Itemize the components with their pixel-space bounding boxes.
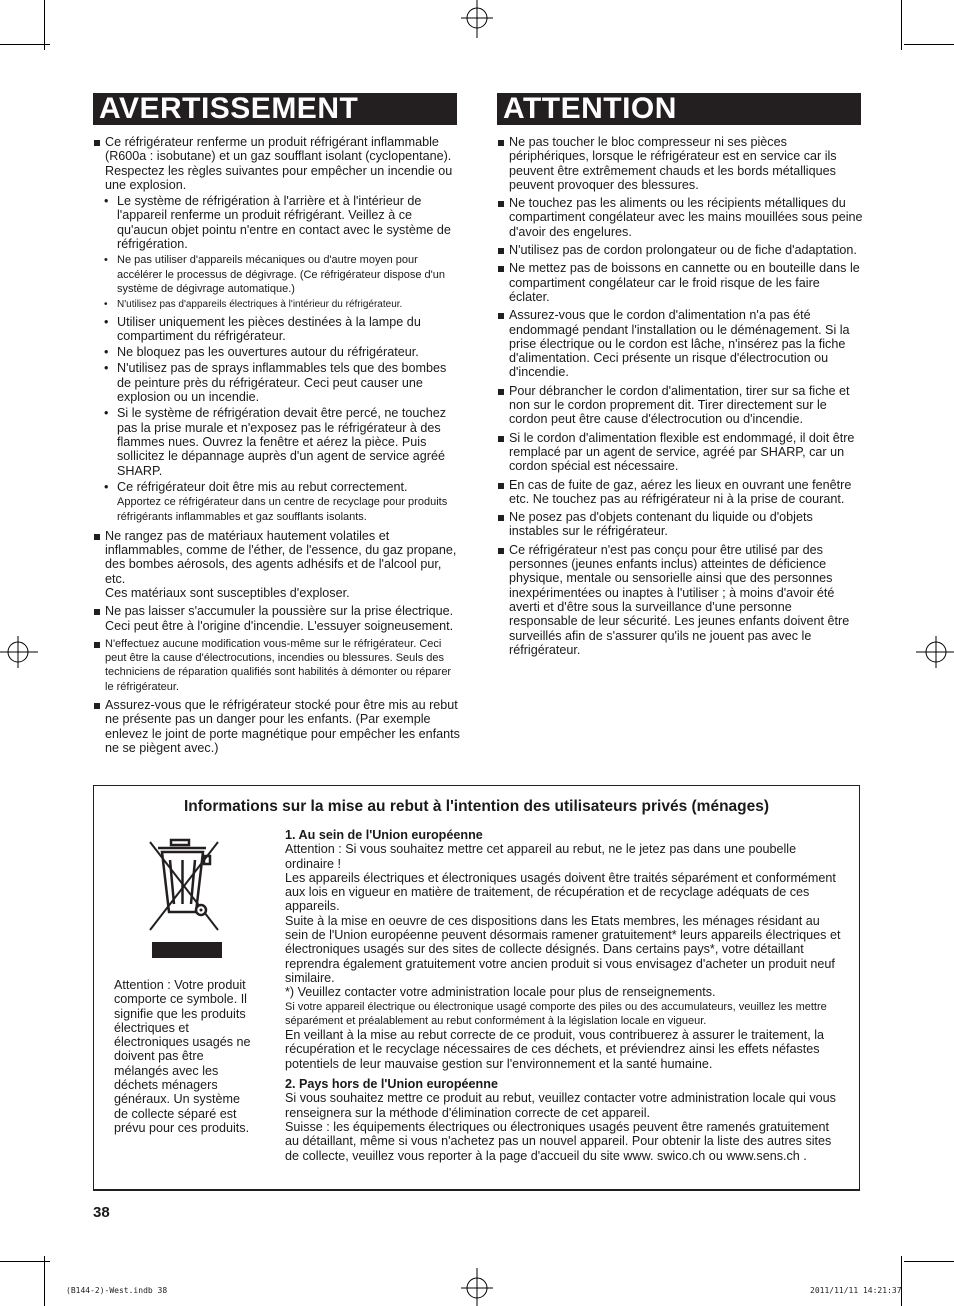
paragraph: Suisse : les équipements électriques ou électroniques usagés peuvent être ramenés gratuitement au détaillant, même si vous n'achetez pas un nouvel appareil. Pour obtenir la liste des autres sites de collecte, veuillez vous reporter à la page d'accueil du site www. swico.ch ou www.sens.ch . bbox=[285, 1119, 832, 1163]
sub-item-text: Ne pas utiliser d'appareils mécaniques ou d'autre moyen pour accélérer le processus de dégivrage. (Ce réfrigérateur dispose d'un système de dégivrage automatique.) bbox=[117, 254, 445, 295]
list-item-text: Ne rangez pas de matériaux hautement volatiles et inflammables, comme de l'éther, de l'essence, du gaz propane, des bombes aérosols, des agents adhésifs et de l'alcool pur, etc. bbox=[105, 528, 457, 586]
section-heading: 1. Au sein de l'Union européenne bbox=[285, 828, 483, 842]
list-item bbox=[93, 637, 461, 694]
sub-item-text: Ne bloquez pas les ouvertures autour du réfrigérateur. bbox=[117, 345, 419, 360]
avertissement-column bbox=[93, 135, 461, 759]
footer-timestamp: 2011/11/11 14:21:37 bbox=[810, 1286, 902, 1295]
disposal-info-box bbox=[93, 785, 860, 1191]
paragraph: En veillant à la mise au rebut correcte de ce produit, vous contribuerez à assurer le traitement, la récupération et le recyclage nécessaires de ces déchets, et préviendrez ainsi les effets néfastes potentiels de leur mauvaise gestion sur l'environnement et la santé humaine. bbox=[285, 1028, 825, 1071]
crop-mark bbox=[44, 1256, 45, 1306]
attention-column bbox=[497, 135, 863, 661]
list-item-text: En cas de fuite de gaz, aérez les lieux en ouvrant une fenêtre etc. Ne touchez pas au réfrigérateur ni à la prise de courant. bbox=[509, 477, 852, 506]
sub-item bbox=[93, 345, 461, 359]
sub-item bbox=[93, 253, 461, 296]
list-item-text: Ce réfrigérateur renferme un produit réfrigérant inflammable (R600a : isobutane) et un gaz soufflant isolant (cyclopentane). Respectez les règles suivantes pour empêcher un incendie ou une explosion. bbox=[105, 135, 453, 192]
list-item-text: Assurez-vous que le réfrigérateur stocké pour être mis au rebut ne présente pas un danger pour les enfants. (Par exemple enlevez le joint de porte magnétique pour empêcher les enfants ne se piègent avec.) bbox=[105, 697, 460, 755]
registration-mark bbox=[0, 632, 40, 672]
list-item bbox=[497, 135, 863, 192]
list-item bbox=[93, 604, 461, 633]
section-heading: 2. Pays hors de l'Union européenne bbox=[285, 1077, 498, 1092]
crossed-out-wheelie-bin-icon bbox=[138, 834, 228, 960]
sub-item bbox=[93, 315, 461, 344]
sub-item bbox=[93, 361, 461, 404]
sub-item bbox=[93, 480, 461, 525]
paragraph: Les appareils électriques et électroniques usagés doivent être traités séparément et conformément aux lois en vigueur en matière de traitement, de récupération et de recyclage adéquats de ces appareils. bbox=[285, 870, 836, 914]
registration-mark bbox=[457, 0, 497, 40]
sub-item bbox=[93, 298, 461, 312]
list-item bbox=[497, 384, 863, 427]
list-item-text: Ne pas toucher le bloc compresseur ni ses pièces périphériques, lorsque le réfrigérateur est en service car ils peuvent être extrêmement chauds et les bords métalliques peuvent provoquer des blessures. bbox=[509, 135, 837, 192]
sub-item bbox=[93, 406, 461, 477]
paragraph: Si vous souhaitez mettre ce produit au rebut, veuillez contacter votre administration locale qui vous renseignera sur la méthode d'élimination correcte de cet appareil. bbox=[285, 1091, 836, 1120]
page-number: 38 bbox=[93, 1204, 110, 1221]
sub-item-text: N'utilisez pas de sprays inflammables tels que des bombes de peinture près du réfrigérateur. Ceci peut causer une explosion ou un incendie. bbox=[117, 361, 447, 405]
list-item bbox=[93, 698, 461, 755]
paragraph: Attention : Si vous souhaitez mettre cet appareil au rebut, ne le jetez pas dans une poubelle ordinaire ! bbox=[285, 842, 797, 871]
list-item bbox=[93, 135, 461, 525]
list-item-text: Ces matériaux sont susceptibles d'exploser. bbox=[105, 585, 350, 600]
crop-mark bbox=[901, 0, 902, 50]
list-item bbox=[497, 308, 863, 379]
list-item-text: Ne pas laisser s'accumuler la poussière sur la prise électrique. Ceci peut être à l'origine d'incendie. L'essuyer soigneusement. bbox=[105, 604, 454, 633]
sub-item-text: Utiliser uniquement les pièces destinées à la lampe du compartiment du réfrigérateur. bbox=[117, 314, 421, 343]
crop-mark bbox=[44, 0, 45, 50]
sub-item-text: N'utilisez pas d'appareils électriques à l'intérieur du réfrigérateur. bbox=[117, 299, 403, 311]
paragraph: Si votre appareil électrique ou électronique usagé comporte des piles ou des accumulateurs, veuillez les mettre séparément et préalablement au rebut conformément à la législation locale en vigueur. bbox=[285, 1000, 827, 1027]
symbol-note: Attention : Votre produit comporte ce symbole. Il signifie que les produits électriques et électroniques usagés ne doivent pas être mélangés avec les déchets ménagers généraux. Un système de collecte séparé est prévu pour ces produits. bbox=[114, 978, 251, 1135]
crop-mark bbox=[0, 1261, 50, 1262]
list-item-text: Ce réfrigérateur n'est pas conçu pour être utilisé par des personnes (jeunes enfants inclus) atteintes de déficience physique, mentale ou sensorielle ainsi que des personnes inexpérimentées ou inaptes à l'utiliser ; à moins d'avoir été averti et d'être sous la surveillance d'une personne responsable de leur sécurité. Les jeunes enfants doivent être surveillés afin de s'assurer qu'ils ne jouent pas avec le réfrigérateur. bbox=[509, 542, 850, 657]
list-item-text: N'effectuez aucune modification vous-même sur le réfrigérateur. Ceci peut être la cause d'électrocutions, incendies ou blessures. Seuls des techniciens de réparation qualifiés sont habilités à démonter ou réparer le réfrigérateur. bbox=[105, 637, 452, 693]
registration-mark bbox=[457, 1266, 497, 1306]
sub-item-text: Apportez ce réfrigérateur dans un centre de recyclage pour produits réfrigérants inflammables et gaz soufflants isolants. bbox=[117, 496, 448, 524]
sub-item bbox=[93, 194, 461, 251]
list-item-text: Ne posez pas d'objets contenant du liquide ou d'objets instables sur le réfrigérateur. bbox=[509, 510, 813, 539]
list-item bbox=[497, 243, 863, 257]
sub-item-text: Si le système de réfrigération devait être percé, ne touchez pas la prise murale et n'exposez pas le réfrigérateur à des flammes nues. Ouvrez la fenêtre et aérez la pièce. Puis sollicitez le dépannage auprès d'un agent de service agréé SHARP. bbox=[117, 406, 447, 478]
avertissement-heading: AVERTISSEMENT bbox=[93, 93, 457, 125]
list-item-text: Pour débrancher le cordon d'alimentation, tirer sur sa fiche et non sur le cordon proprement dit. Tirer directement sur le cordon peut être cause d'électrocution ou d'incendie. bbox=[509, 383, 850, 427]
list-item bbox=[93, 529, 461, 600]
sub-item-text: Le système de réfrigération à l'arrière et à l'intérieur de l'appareil renferme un produit réfrigérant. Veillez à ce qu'aucun objet pointu n'entre en contact avec le système de réfrigération. bbox=[117, 194, 451, 252]
crop-mark bbox=[904, 1261, 954, 1262]
list-item-text: Ne mettez pas de boissons en cannette ou en bouteille dans le compartiment congélateur car le froid risque de les faire éclater. bbox=[509, 261, 860, 304]
registration-mark bbox=[914, 632, 954, 672]
box-bottom-rule bbox=[93, 1189, 860, 1191]
paragraph: *) Veuillez contacter votre administration locale pour plus de renseignements. bbox=[285, 985, 716, 1000]
crop-mark bbox=[0, 44, 50, 45]
list-item bbox=[497, 543, 863, 657]
attention-heading: ATTENTION bbox=[497, 93, 861, 125]
disposal-text bbox=[285, 828, 845, 1163]
list-item-text: Si le cordon d'alimentation flexible est endommagé, il doit être remplacé par un agent de service, agréé par SHARP, car un cordon spécial est nécessaire. bbox=[509, 430, 855, 474]
crop-mark bbox=[904, 44, 954, 45]
disposal-title: Informations sur la mise au rebut à l'intention des utilisateurs privés (ménages) bbox=[183, 798, 770, 815]
crop-mark bbox=[901, 1256, 902, 1306]
list-item bbox=[497, 431, 863, 474]
list-item bbox=[497, 478, 863, 507]
sub-item-text: Ce réfrigérateur doit être mis au rebut correctement. bbox=[117, 479, 408, 494]
list-item-text: Ne touchez pas les aliments ou les récipients métalliques du compartiment congélateur avec les mains mouillées sous peine d'avoir des engelures. bbox=[509, 196, 863, 239]
footer-file-info: (B144-2)-West.indb 38 bbox=[66, 1286, 168, 1295]
paragraph: Suite à la mise en oeuvre de ces dispositions dans les Etats membres, les ménages résidant au sein de l'Union européenne peuvent désormais ramener gratuitement* leurs appareils électriques et électroniques usagés sur des sites de collecte désignés. Dans certains pays*, votre détaillant reprendra également gratuitement votre ancien produit si vous envisagez d'acheter un produit neuf similaire. bbox=[285, 913, 841, 985]
list-item bbox=[497, 261, 863, 304]
list-item-text: Assurez-vous que le cordon d'alimentation n'a pas été endommagé pendant l'installation ou le déménagement. Si la prise électrique ou le cordon est lâche, n'insérez pas la fiche d'alimentation. Ceci présente un risque d'électrocution ou d'incendie. bbox=[509, 308, 850, 380]
list-item bbox=[497, 196, 863, 239]
list-item bbox=[497, 510, 863, 539]
list-item-text: N'utilisez pas de cordon prolongateur ou de fiche d'adaptation. bbox=[509, 243, 857, 258]
